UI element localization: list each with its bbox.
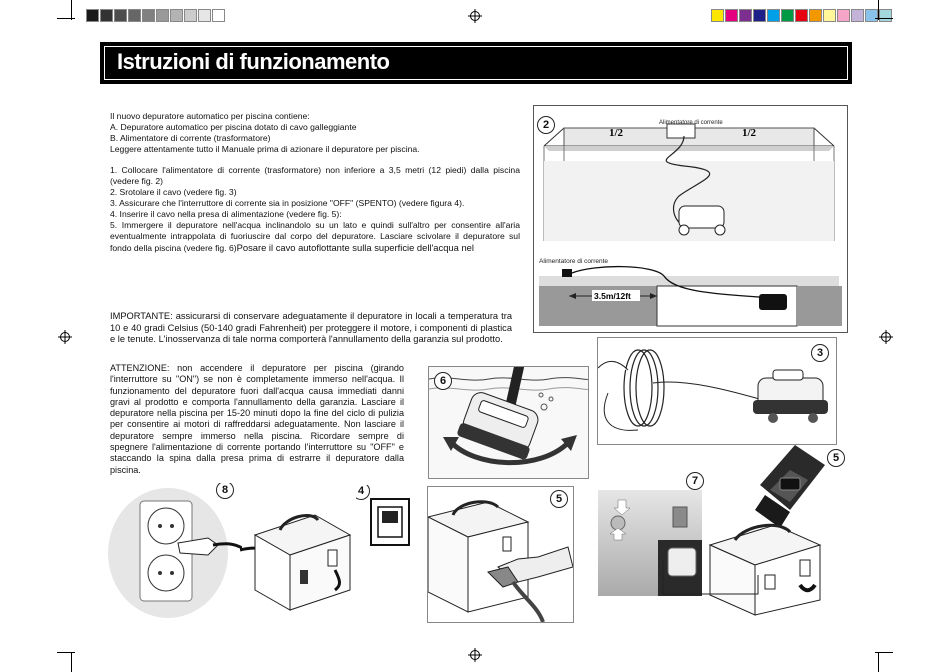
calibration-swatch: [753, 9, 766, 22]
half-mark-left: 1/2: [609, 127, 624, 139]
calibration-swatch: [851, 9, 864, 22]
calibration-swatch: [198, 9, 211, 22]
intro-line: Il nuovo depuratore automatico per piscina contiene:: [110, 111, 310, 121]
figure-3-unroll-cable: [597, 337, 837, 445]
figure-number-badge: 5: [550, 490, 568, 508]
calibration-swatch: [823, 9, 836, 22]
calibration-swatch: [879, 9, 892, 22]
crop-mark: [71, 652, 72, 672]
figure-number-badge: 2: [537, 116, 555, 134]
crop-mark: [878, 0, 879, 20]
calibration-swatch: [100, 9, 113, 22]
figure-5-plug-closeup: [750, 440, 835, 530]
figure-number-badge: 6: [434, 372, 452, 390]
calibration-swatch: [212, 9, 225, 22]
important-note: IMPORTANTE: assicurarsi di conservare adeguatamente il depuratore in locali a temperatura tra 10 e 40 gradi Celsius (50-140 gradi Fahrenheit) per proteggere il motore, i componenti di plastica e le tenute. L'inosservanza di tale norma comporterà l'annullamento della garanzia sul prodotto.: [110, 311, 512, 345]
calibration-swatch: [114, 9, 127, 22]
figure-number-badge: 4: [356, 485, 370, 500]
page-title: Istruzioni di funzionamento: [117, 49, 390, 74]
step-item: 4. Inserire il cavo nella presa di alimentazione (vedere fig. 5):: [110, 209, 342, 219]
figure-6-immerse-cleaner: [428, 366, 589, 479]
figure-8-plug-socket: [108, 483, 242, 620]
crop-mark: [878, 652, 879, 672]
fig2-label-bottom: Alimentatore di corrente: [539, 258, 609, 265]
calibration-swatch: [184, 9, 197, 22]
calibration-swatch: [86, 9, 99, 22]
calibration-swatch: [767, 9, 780, 22]
crop-mark: [57, 18, 75, 19]
figure-number-badge: 3: [811, 344, 829, 362]
calibration-swatch: [837, 9, 850, 22]
fig2-label-top: Alimentatore di corrente: [659, 120, 723, 126]
half-mark-right: 1/2: [742, 127, 757, 139]
figure-5-insert-plug: [427, 486, 574, 623]
calibration-swatch: [170, 9, 183, 22]
intro-line: B. Alimentatore di corrente (trasformatore): [110, 133, 271, 143]
registration-mark-icon: [58, 330, 72, 344]
step-item: 2. Srotolare il cavo (vedere fig. 3): [110, 187, 237, 197]
calibration-swatch: [156, 9, 169, 22]
step-item: 3. Assicurare che l'interruttore di corrente sia in posizione "OFF" (SPENTO) (vedere figura 4).: [110, 198, 465, 208]
distance-label: 3.5m/12ft: [594, 291, 631, 301]
attention-note: ATTENZIONE: non accendere il depuratore per piscina (girando l'interruttore su "ON") se non è completamente immerso nell'acqua. Il funzionamento del depuratore fuori dall'acqua causa immediati danni gravi al prodotto e comporta l'annullamento della garanzia. Lasciare il depuratore nella piscina per 15-20 minuti dopo la fine del ciclo di pulizia per consentire ai motori di raffreddarsi adeguatamente. Non lasciare il depuratore sempre immerso nella piscina. Ricordare sempre di spegnere l'alimentazione di corrente portando l'interruttore su "OFF" e staccando la spina dalla presa prima di estrarre il depuratore dalla piscina.: [110, 363, 404, 475]
crop-mark: [875, 652, 893, 653]
figure-8-transformer: [240, 490, 355, 615]
figure-number-badge: 8: [216, 483, 234, 499]
intro-line: Leggere attentamente tutto il Manuale prima di azionare il depuratore per piscina.: [110, 144, 420, 154]
steps-block: [110, 165, 520, 254]
figure-4-switch-off: [356, 485, 422, 551]
calibration-swatch: [795, 9, 808, 22]
calibration-swatch: [809, 9, 822, 22]
calibration-swatch: [725, 9, 738, 22]
calibration-swatch: [781, 9, 794, 22]
registration-mark-icon: [468, 648, 482, 662]
calibration-swatch: [739, 9, 752, 22]
figure-number-badge: 5: [827, 449, 845, 467]
crop-mark: [875, 18, 893, 19]
registration-mark-icon: [879, 330, 893, 344]
registration-mark-icon: [468, 9, 482, 23]
crop-mark: [57, 652, 75, 653]
calibration-swatch: [142, 9, 155, 22]
figure-number-badge: 7: [686, 472, 704, 490]
figure-2-pool-layout: [533, 105, 848, 333]
intro-block: [110, 111, 520, 155]
title-banner: [100, 42, 852, 84]
calibration-swatch: [128, 9, 141, 22]
calibration-swatch: [711, 9, 724, 22]
calibration-swatch: [865, 9, 878, 22]
step-item: 5. Immergere il depuratore nell'acqua inclinandolo su un lato e quindi sull'altro per consentire all'aria eventualmente intrappolata di fuoriuscire dal corpo del depuratore. Lasciare scivolare il depuratore sul fondo della piscina (vedere fig. 6)Posare il cavo autoflottante sulla superficie dell'acqua nel: [110, 220, 520, 253]
connector-lines: [655, 560, 765, 600]
step-item: 1. Collocare l'alimentatore di corrente (trasformatore) non inferiore a 3,5 metri (12 piedi) dalla piscina (vedere fig. 2): [110, 165, 520, 186]
intro-line: A. Depuratore automatico per piscina dotato di cavo galleggiante: [110, 122, 357, 132]
crop-mark: [71, 0, 72, 20]
